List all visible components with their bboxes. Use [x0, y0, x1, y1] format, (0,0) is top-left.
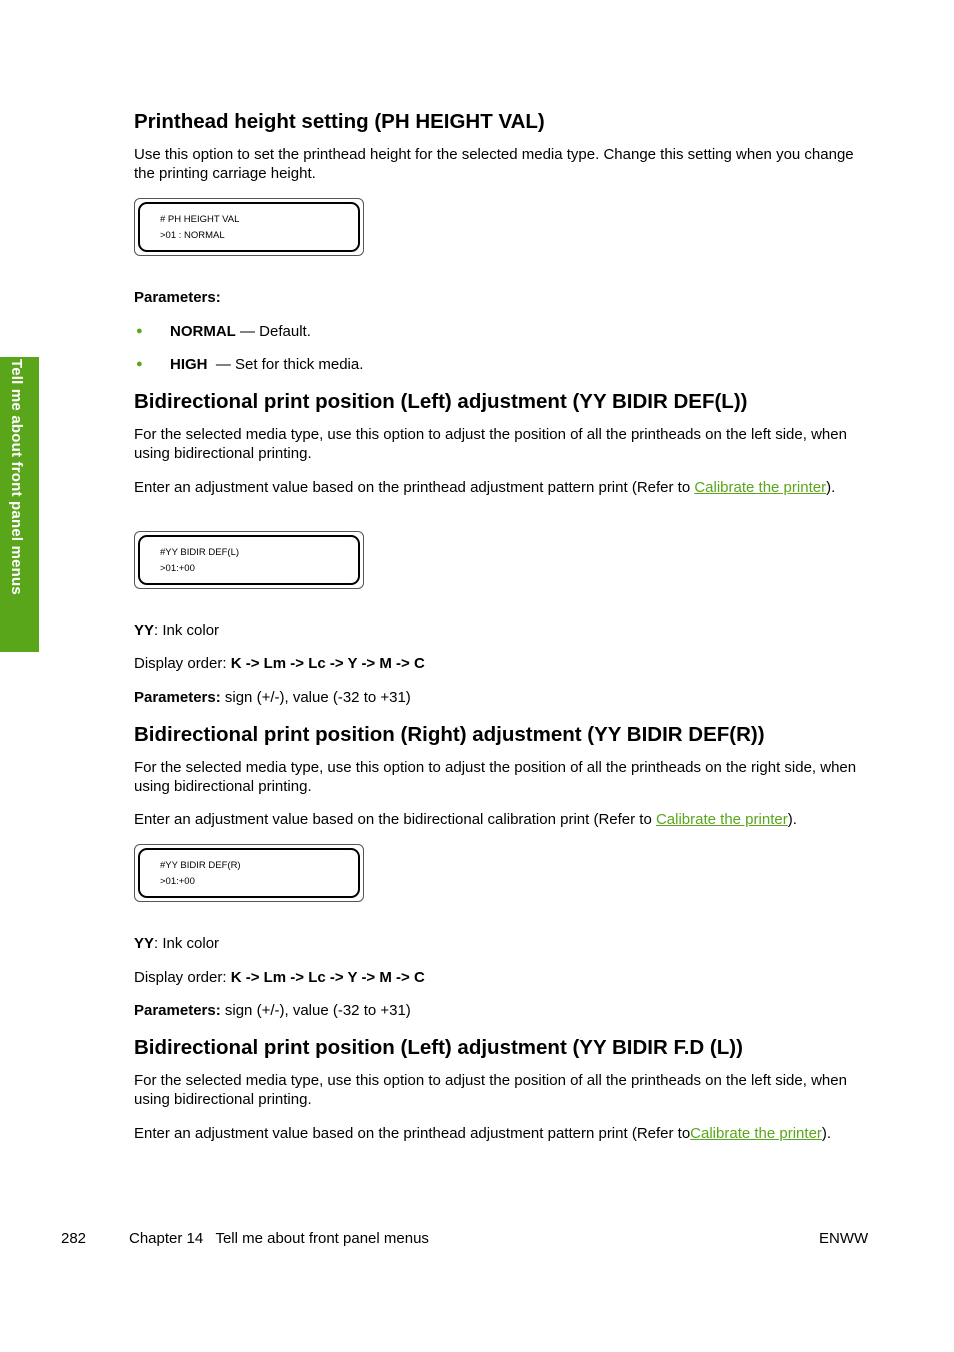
bidir-fd-l-description: For the selected media type, use this option to adjust the position of all the printheads on the left side, when using bidirectional printing.	[134, 1072, 847, 1108]
chapter-title: Chapter 14 Tell me about front panel menus	[129, 1230, 429, 1247]
display-order: Display order: K -> Lm -> Lc -> Y -> M -> C	[134, 969, 425, 986]
calibrate-link[interactable]: Calibrate the printer	[694, 479, 827, 496]
page-number: 282	[61, 1230, 87, 1247]
param-normal: NORMAL — Default.	[170, 323, 311, 340]
heading-bidir-def-l: Bidirectional print position (Left) adjustment (YY BIDIR DEF(L))	[134, 390, 748, 413]
ph-height-description: Use this option to set the printhead height for the selected media type. Change this setting when you change the printing carriage height.	[134, 146, 854, 182]
bidir-def-l-reference: Enter an adjustment value based on the printhead adjustment pattern print (Refer to Calibrate the printer).	[134, 479, 836, 496]
calibrate-link[interactable]: Calibrate the printer	[655, 811, 788, 828]
bidir-def-r-description: For the selected media type, use this option to adjust the position of all the printheads on the right side, when using bidirectional printing.	[134, 759, 857, 795]
lcd-display-ph-height	[134, 198, 364, 256]
side-tab-label: Tell me about front panel menus	[8, 359, 25, 595]
bidir-def-l-description: For the selected media type, use this option to adjust the position of all the printheads on the left side, when using bidirectional printing.	[134, 426, 847, 462]
calibrate-link[interactable]: Calibrate the printer	[690, 1125, 822, 1142]
lcd-line-1: #YY BIDIR DEF(L)	[160, 547, 240, 558]
lcd-line-2: >01:+00	[160, 876, 195, 887]
heading-bidir-fd-l: Bidirectional print position (Left) adjustment (YY BIDIR F.D (L))	[134, 1036, 743, 1059]
yy-ink-color: YY: Ink color	[134, 935, 220, 952]
heading-bidir-def-r: Bidirectional print position (Right) adjustment (YY BIDIR DEF(R))	[134, 723, 765, 746]
lcd-line-1: # PH HEIGHT VAL	[160, 214, 240, 225]
side-chapter-tab	[0, 357, 39, 652]
parameters-range: Parameters: sign (+/-), value (-32 to +31)	[134, 689, 411, 706]
bidir-def-r-reference: Enter an adjustment value based on the bidirectional calibration print (Refer to Calibrate the printer).	[134, 811, 797, 828]
parameters-range: Parameters: sign (+/-), value (-32 to +31)	[134, 1002, 411, 1019]
display-order: Display order: K -> Lm -> Lc -> Y -> M -> C	[134, 655, 425, 672]
lcd-display-bidir-def-l	[134, 531, 364, 589]
lcd-line-2: >01 : NORMAL	[160, 230, 225, 241]
lcd-line-1: #YY BIDIR DEF(R)	[160, 860, 241, 871]
bullet-icon: ●	[136, 358, 143, 370]
lcd-line-2: >01:+00	[160, 563, 195, 574]
footer-enww: ENWW	[819, 1230, 869, 1247]
heading-ph-height: Printhead height setting (PH HEIGHT VAL)	[134, 110, 545, 133]
bidir-fd-l-reference: Enter an adjustment value based on the printhead adjustment pattern print (Refer toCalibrate the printer).	[134, 1125, 832, 1142]
bullet-icon: ●	[136, 325, 143, 337]
param-high: HIGH — Set for thick media.	[170, 356, 364, 373]
parameters-label: Parameters:	[134, 289, 221, 306]
yy-ink-color: YY: Ink color	[134, 622, 220, 639]
lcd-display-bidir-def-r	[134, 844, 364, 902]
